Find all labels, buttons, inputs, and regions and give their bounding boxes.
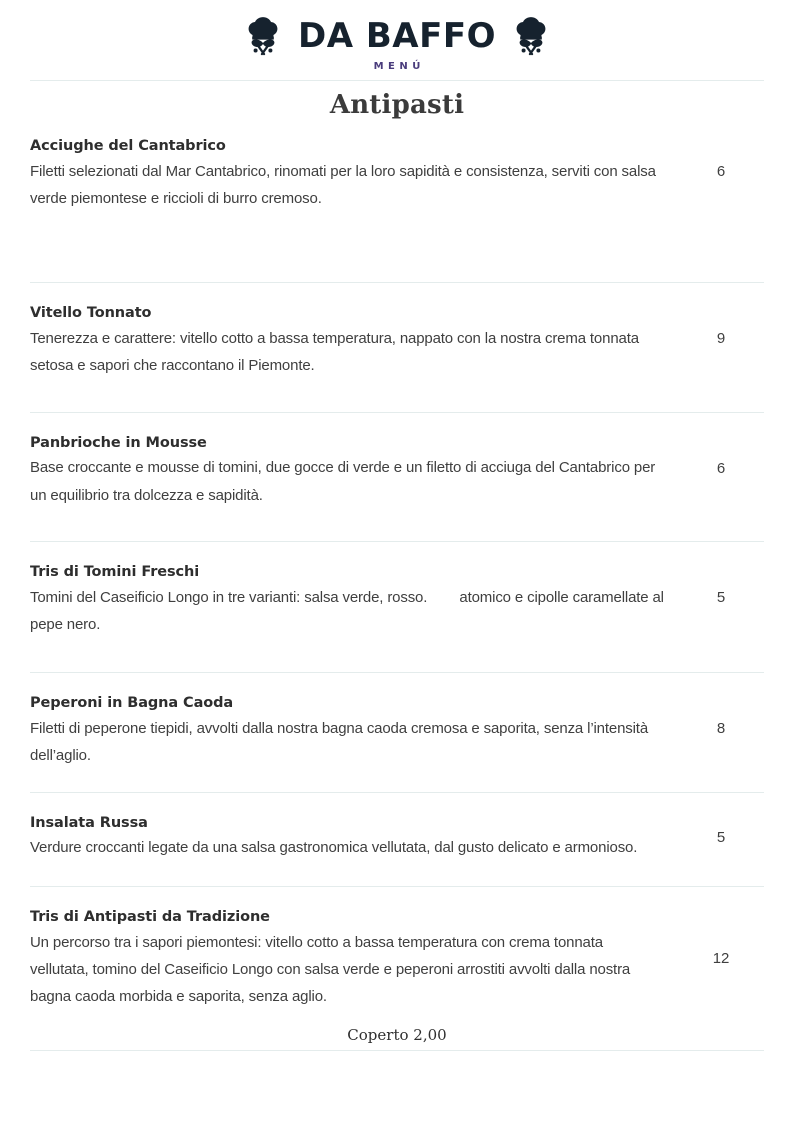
chef-hat-mustache-icon xyxy=(512,16,550,56)
menu-header xyxy=(0,0,794,72)
menu-item-price: 5 xyxy=(716,589,726,607)
menu-item-list xyxy=(0,130,794,1024)
menu-item-description: Verdure croccanti legate da una salsa gastronomica vellutata, dal gusto delicato e armonioso. xyxy=(30,839,638,857)
footer-divider xyxy=(30,1050,764,1051)
section-title: Antipasti xyxy=(329,90,465,120)
menu-item-text xyxy=(30,693,678,769)
menu-item-text xyxy=(30,562,678,638)
menu-item-text xyxy=(30,433,678,509)
menu-item-price: 12 xyxy=(712,949,730,967)
menu-item[interactable] xyxy=(30,673,764,791)
menu-item-text xyxy=(30,907,678,1011)
header-divider xyxy=(30,80,764,81)
menu-item-name: Acciughe del Cantabrico xyxy=(30,138,226,154)
menu-item[interactable] xyxy=(30,130,764,282)
menu-item-description: Base croccante e mousse di tomini, due gocce di verde e un filetto di acciuga del Cantabrico per un equilibrio tra dolcezza e sapidità. xyxy=(30,459,660,504)
menu-item-name: Panbrioche in Mousse xyxy=(30,434,207,451)
menu-item[interactable] xyxy=(30,887,764,1025)
chef-hat-mustache-icon xyxy=(244,16,282,56)
menu-item-name: Tris di Antipasti da Tradizione xyxy=(30,908,270,925)
menu-item[interactable] xyxy=(30,413,764,541)
menu-item-price: 8 xyxy=(716,720,726,738)
cover-charge-note: Coperto 2,00 xyxy=(347,1026,447,1045)
menu-item-description: Tomini del Caseificio Longo in tre varianti: salsa verde, rosso. atomico e cipolle caramellate al pepe nero. xyxy=(30,588,668,634)
menu-item-name: Tris di Tomini Freschi xyxy=(30,564,200,581)
menu-item-name: Vitello Tonnato xyxy=(30,305,152,322)
menu-item[interactable] xyxy=(30,542,764,672)
brand-name: DA BAFFO xyxy=(298,16,496,56)
menu-item-name: Insalata Russa xyxy=(30,814,148,831)
menu-item[interactable] xyxy=(30,793,764,886)
menu-item-description: Tenerezza e carattere: vitello cotto a bassa temperatura, nappato con la nostra crema tonnata setosa e sapori che raccontano il Piemonte. xyxy=(30,330,643,375)
brand-logo xyxy=(244,16,550,56)
menu-item-price: 9 xyxy=(716,330,726,348)
menu-item-price: 6 xyxy=(716,459,726,477)
brand-subtitle: MENÚ xyxy=(373,61,425,72)
menu-item-description: Filetti di peperone tiepidi, avvolti dalla nostra bagna caoda cremosa e saporita, senza l’intensità dell’aglio. xyxy=(30,720,653,765)
menu-item-description: Un percorso tra i sapori piemontesi: vitello cotto a bassa temperatura con crema tonnata vellutata, tomino del Caseificio Longo con salsa verde e peperoni arrostiti avvolti dalla nostra bagna caoda morbida e saporita, senza aglio. xyxy=(30,933,635,1006)
menu-item[interactable] xyxy=(30,283,764,411)
menu-item-text xyxy=(30,136,678,212)
menu-item-description: Filetti selezionati dal Mar Cantabrico, rinomati per la loro sapidità e consistenza, serviti con salsa verde piemontese e riccioli di burro cremoso. xyxy=(30,162,660,208)
menu-item-price: 5 xyxy=(716,828,726,846)
menu-item-text xyxy=(30,303,678,379)
menu-item-name: Peperoni in Bagna Caoda xyxy=(30,695,234,712)
menu-item-text xyxy=(30,813,678,862)
menu-item-price: 6 xyxy=(716,163,726,180)
